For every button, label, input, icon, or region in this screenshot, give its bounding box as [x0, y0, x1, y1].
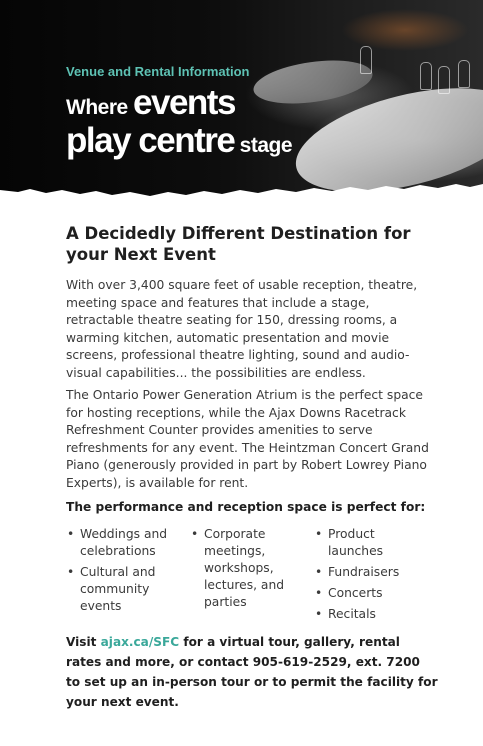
hero-title-word: events — [133, 83, 235, 122]
list-item: • Corporate meetings, workshops, lectures, and parties — [190, 526, 302, 611]
hero-title-line-2 — [66, 121, 293, 162]
hero-title-word: play centre — [66, 121, 235, 160]
wine-glass-icon — [420, 62, 432, 90]
list-item: • Cultural and community events — [66, 564, 178, 615]
list-item: • Product launches — [314, 526, 424, 560]
wine-glass-icon — [458, 60, 470, 88]
wine-glass-icon — [438, 66, 450, 94]
list-item: • Fundraisers — [314, 564, 424, 581]
atrium-paragraph: The Ontario Power Generation Atrium is the perfect space for hosting receptions, while the Ajax Downs Racetrack Refreshment Counter provides amenities to serve refreshments for any event. The Heintzman Concert Grand Piano (generously provided in part by Robert Lowrey Piano Experts), is available for rent. — [66, 388, 429, 490]
call-to-action — [66, 632, 438, 712]
event-list-column-3 — [314, 526, 424, 627]
hero-title — [66, 83, 293, 162]
torn-paper-edge — [0, 178, 483, 208]
list-item: • Concerts — [314, 585, 424, 602]
intro-paragraph: With over 3,400 square feet of usable reception, theatre, meeting space and features that include a stage, retractable theatre seating for 150, dressing rooms, a warming kitchen, automatic presentation and movie screens, professional theatre lighting, sound and audio-visual capabilities... the possibilities are endless. — [66, 278, 418, 380]
wine-glass-icon — [360, 46, 372, 74]
hero-banner — [0, 0, 483, 200]
list-item: • Recitals — [314, 606, 424, 623]
hero-title-word: Where — [66, 96, 134, 119]
eyebrow-label: Venue and Rental Information — [66, 64, 250, 79]
event-list-column-2 — [190, 526, 302, 615]
hero-title-line-1 — [66, 83, 292, 124]
list-item: • Weddings and celebrations — [66, 526, 178, 560]
event-list-column-1 — [66, 526, 178, 619]
cta-text: for a virtual tour, gallery, rental rates and more, or contact 905-619-2529, ext. 7200 to set up an in-person tour or to permit the facility for your next event. — [66, 635, 438, 709]
cta-text: Visit — [66, 635, 101, 649]
hero-title-word: stage — [234, 134, 293, 157]
website-link[interactable]: ajax.ca/SFC — [100, 635, 180, 649]
list-lead: The performance and reception space is perfect for: — [66, 500, 426, 514]
section-heading: A Decidedly Different Destination for your Next Event — [66, 224, 411, 264]
